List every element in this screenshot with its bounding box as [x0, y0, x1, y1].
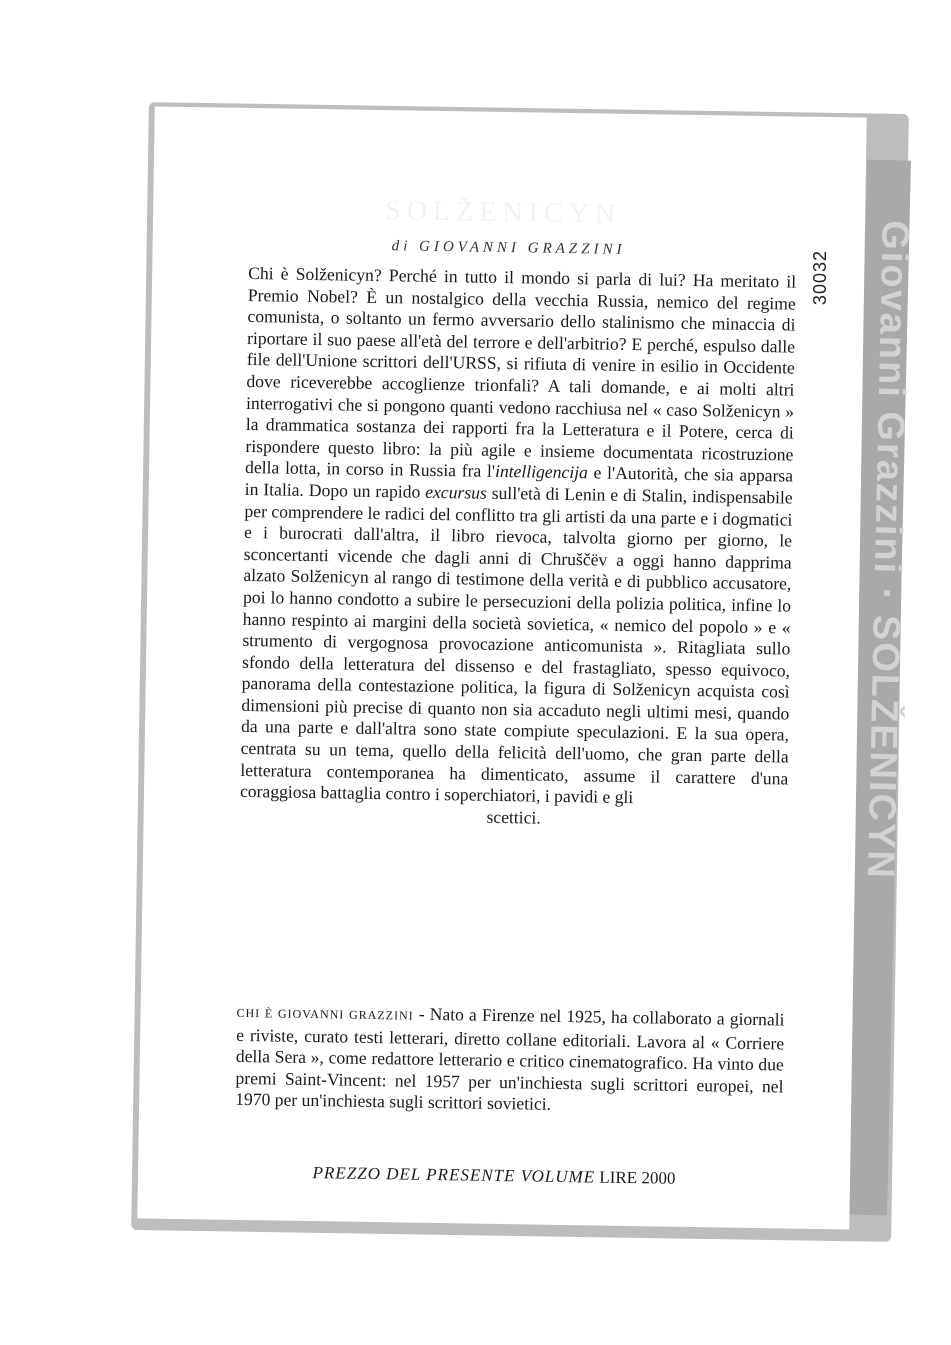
bio-text: - Nato a Firenze nel 1925, ha collaborato a giornali e riviste, curato testi letterari, diretto collane editoriali. Lavora al « Corriere della Sera », come redattore letterario e critico cinematografico. Ha vinto due premi Saint-Vincent: nel 1957 per un'inchiesta sugli scrittori europei, nel 1970 per un'inchiesta sugli scrittori sovietici.	[235, 1003, 785, 1115]
blurb-text	[240, 263, 797, 833]
back-cover-page	[137, 106, 866, 1229]
author-name: GIOVANNI GRAZZINI	[418, 238, 626, 258]
blurb-part-1: Chi è Solženicyn? Perché in tutto il mondo si parla di lui? Ha meritato il Premio Nobel? È un nostalgico della vecchia Russia, nemico del regime comunista, o soltanto un fermo avversario dello stalinismo che minaccia di riportare il suo paese all'età del terrore e dell'arbitrio? E perché, espulso dalle file dell'Unione scrittori dell'URSS, si rifiuta di venire in esilio in Occidente dove riceverebbe accoglienze trionfali? A tali domande, e ai molti altri interrogativi che si pongono quanti vedono racchiusa nel « caso Solženicyn » la drammatica sostanza dei rapporti fra la Letteratura e il Potere, cerca di rispondere questo libro: la più agile e insieme documentata ricostruzione della lotta, in corso in Russia fra l'	[244, 262, 797, 482]
author-prefix: di	[391, 238, 412, 255]
spine-title: Giovanni Grazzini · SOLŽENICYN	[858, 219, 916, 881]
catalog-code: 30032	[810, 250, 830, 306]
price-value: LIRE 2000	[599, 1167, 676, 1188]
blurb-last-word: scettici.	[486, 806, 541, 828]
author-line	[152, 234, 864, 262]
faint-title: SOLŽENICYN	[385, 195, 622, 230]
price-line	[138, 1160, 850, 1191]
bio-heading: CHI È GIOVANNI GRAZZINI	[236, 1005, 414, 1023]
blurb-part-3: sull'età di Lenin e di Stalin, indispensabile per comprendere le radici del conflitto tra gli artisti da una parte e i dogmatici e i burocrati dall'altra, il libro rievoca, talvolta giorno per giorno, le sconcertanti vicende che dagli anni di Chruščëv a oggi hanno dapprima alzato Solženicyn al rango di testimone della verità e di pubblico accusatore, poi lo hanno condotto a subire le persecuzioni della polizia politica, infine lo hanno respinto ai margini della società sovietica, « nemico del popolo » e « strumento di vergognosa provocazione anticomunista ». Ritagliata sullo sfondo della letteratura del dissenso e del frastagliato, spesso equivoco, panorama della contestazione politica, la figura di Solženicyn acquista così dimensioni più precise di quanto non sia accaduto negli ultimi mesi, quando da una parte e dall'altra sono state compiute speculazioni. E la sua opera, centrata su un tema, quello della felicità dell'uomo, che gran parte della letteratura contemporanea ha dimenticato, assume il carattere d'una coraggiosa battaglia contro i soperchiatori, i pavidi e gli	[239, 482, 793, 808]
blurb-italic-intelligencija: intelligencija	[494, 461, 589, 483]
author-bio	[235, 1001, 785, 1120]
blurb-italic-excursus: excursus	[425, 481, 487, 503]
price-label: PREZZO DEL PRESENTE VOLUME	[312, 1163, 596, 1187]
blurb-part-2: e l'Autorità, che sia apparsa in Italia. Dopo un rapido	[244, 462, 794, 502]
